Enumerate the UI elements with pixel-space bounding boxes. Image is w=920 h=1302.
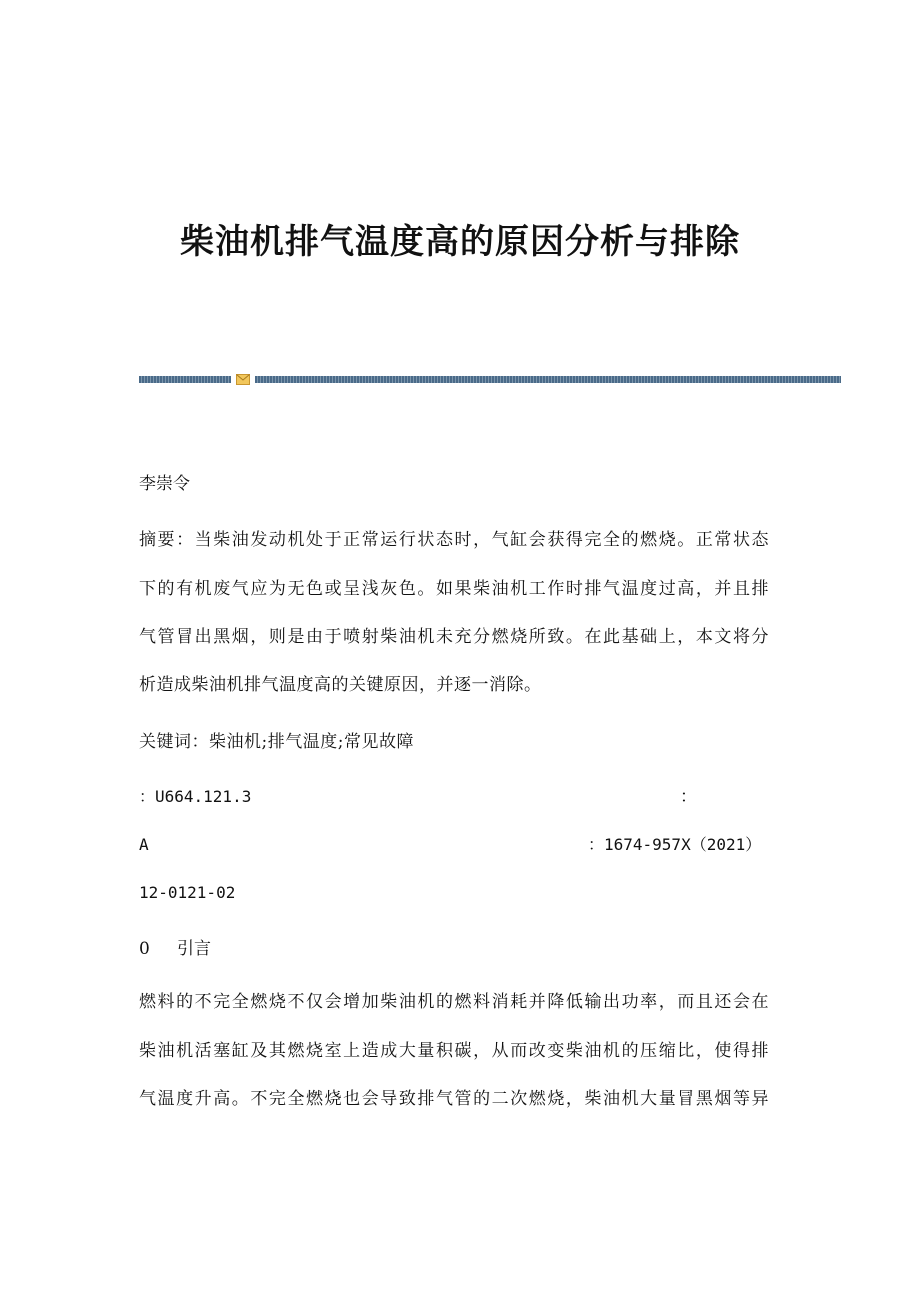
abstract-line: 析造成柴油机排气温度高的关键原因，并逐一消除。 — [139, 675, 542, 695]
author-name: 李崇令 — [139, 474, 190, 494]
document-title: 柴油机排气温度高的原因分析与排除 — [180, 222, 740, 262]
section-title: 引言 — [177, 939, 211, 959]
classification-number: ：U664.121.3 — [139, 787, 252, 806]
body-line: 燃料的不完全燃烧不仅会增加柴油机的燃料消耗并降低输出功率，而且还会在 — [139, 992, 769, 1012]
abstract-line: 下的有机废气应为无色或呈浅灰色。如果柴油机工作时排气温度过高，并且排 — [139, 579, 769, 599]
body-line: 气温度升高。不完全燃烧也会导致排气管的二次燃烧，柴油机大量冒黑烟等异 — [139, 1089, 769, 1109]
abstract-line: 摘要：当柴油发动机处于正常运行状态时，气缸会获得完全的燃烧。正常状态 — [139, 530, 769, 550]
abstract-line: 气管冒出黑烟，则是由于喷射柴油机未充分燃烧所致。在此基础上，本文将分 — [139, 627, 769, 647]
issn-number: ：1674-957X（2021） — [588, 835, 762, 854]
article-number: 12-0121-02 — [139, 883, 236, 902]
body-line: 柴油机活塞缸及其燃烧室上造成大量积碳，从而改变柴油机的压缩比，使得排 — [139, 1041, 769, 1061]
keywords: 关键词：柴油机;排气温度;常见故障 — [139, 732, 414, 752]
section-heading — [139, 937, 211, 961]
divider-bar-left — [139, 376, 231, 383]
divider-bar-right — [255, 376, 841, 383]
document-code: A — [139, 835, 149, 854]
classification-right-label: ： — [680, 787, 697, 807]
title-divider — [139, 374, 841, 386]
envelope-icon — [236, 374, 250, 385]
section-number: 0 — [139, 939, 150, 959]
